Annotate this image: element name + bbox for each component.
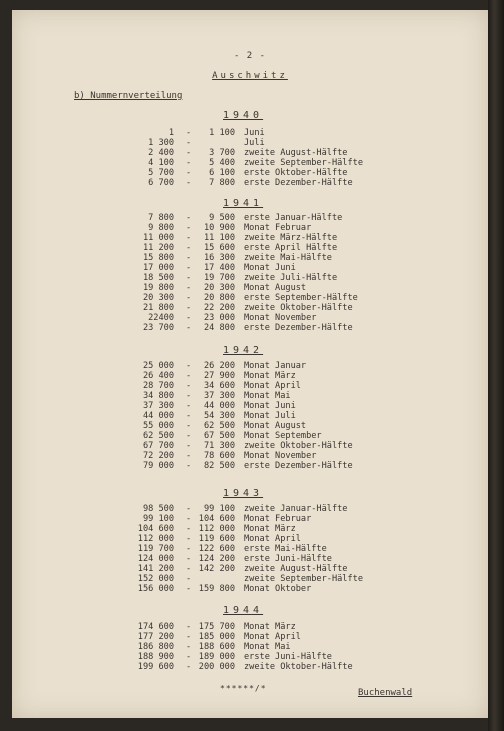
range-from: 104 600 [137, 524, 174, 534]
range-from: 177 200 [137, 632, 174, 642]
range-from: 1 300 [148, 138, 174, 148]
range-from: 2 400 [148, 148, 174, 158]
range-dash: - [186, 303, 192, 313]
number-range-row [12, 574, 488, 584]
range-from: 1 [168, 128, 174, 138]
range-from: 28 700 [142, 381, 174, 391]
range-dash: - [186, 411, 192, 421]
range-dash: - [186, 371, 192, 381]
range-dash: - [186, 544, 192, 554]
range-from: 99 100 [142, 514, 174, 524]
range-period: zweite Oktober-Hälfte [244, 441, 353, 451]
range-to: 20 800 [203, 293, 235, 303]
range-dash: - [186, 564, 192, 574]
number-range-row [12, 128, 488, 138]
range-to: 5 400 [209, 158, 235, 168]
range-from: 19 800 [142, 283, 174, 293]
range-to: 119 600 [198, 534, 235, 544]
range-dash: - [186, 223, 192, 233]
range-from: 11 200 [142, 243, 174, 253]
range-from: 20 300 [142, 293, 174, 303]
range-from: 152 000 [137, 574, 174, 584]
year-heading-1941: 1941 [223, 198, 264, 209]
range-to: 104 600 [198, 514, 235, 524]
range-period: Monat August [244, 283, 307, 293]
range-dash: - [186, 632, 192, 642]
range-dash: - [186, 534, 192, 544]
range-from: 22400 [148, 313, 174, 323]
number-range-row [12, 642, 488, 652]
range-period: erste September-Hälfte [244, 293, 358, 303]
range-to: 37 300 [203, 391, 235, 401]
range-period: erste Oktober-Hälfte [244, 168, 348, 178]
range-to: 17 400 [203, 263, 235, 273]
range-from: 9 800 [148, 223, 174, 233]
range-period: zweite September-Hälfte [244, 158, 363, 168]
range-period: Monat Februar [244, 514, 312, 524]
range-to: 54 300 [203, 411, 235, 421]
range-to: 67 500 [203, 431, 235, 441]
range-from: 5 700 [148, 168, 174, 178]
number-range-row [12, 381, 488, 391]
number-range-row [12, 441, 488, 451]
number-range-row [12, 273, 488, 283]
number-range-row [12, 178, 488, 188]
range-dash: - [186, 128, 192, 138]
number-range-row [12, 451, 488, 461]
range-to: 124 200 [198, 554, 235, 564]
number-range-row [12, 168, 488, 178]
number-range-row [12, 461, 488, 471]
range-to: 26 200 [203, 361, 235, 371]
range-from: 72 200 [142, 451, 174, 461]
range-to: 159 800 [198, 584, 235, 594]
range-dash: - [186, 148, 192, 158]
range-from: 199 600 [137, 662, 174, 672]
range-to: 185 000 [198, 632, 235, 642]
range-to: 175 700 [198, 622, 235, 632]
range-dash: - [186, 323, 192, 333]
range-from: 112 000 [137, 534, 174, 544]
range-from: 18 500 [142, 273, 174, 283]
range-dash: - [186, 361, 192, 371]
range-period: erste Juni-Hälfte [244, 554, 332, 564]
number-range-row [12, 223, 488, 233]
number-range-row [12, 148, 488, 158]
range-to: 142 200 [198, 564, 235, 574]
range-dash: - [186, 138, 192, 148]
year-heading-1943: 1943 [223, 488, 264, 499]
range-dash: - [186, 574, 192, 584]
number-range-row [12, 431, 488, 441]
range-dash: - [186, 622, 192, 632]
number-range-row [12, 662, 488, 672]
year-block-1940 [12, 128, 488, 188]
range-dash: - [186, 431, 192, 441]
range-period: Monat März [244, 524, 296, 534]
range-period: Monat August [244, 421, 307, 431]
range-to: 1 100 [209, 128, 235, 138]
range-period: Monat April [244, 534, 301, 544]
range-dash: - [186, 554, 192, 564]
range-from: 4 100 [148, 158, 174, 168]
range-period: Monat September [244, 431, 322, 441]
range-dash: - [186, 273, 192, 283]
range-to: 27 900 [203, 371, 235, 381]
range-to: 9 500 [209, 213, 235, 223]
range-period: erste Dezember-Hälfte [244, 461, 353, 471]
range-dash: - [186, 313, 192, 323]
range-from: 15 800 [142, 253, 174, 263]
number-range-row [12, 401, 488, 411]
number-range-row [12, 391, 488, 401]
range-period: Monat November [244, 451, 317, 461]
range-to: 78 600 [203, 451, 235, 461]
range-from: 98 500 [142, 504, 174, 514]
range-period: Monat April [244, 632, 301, 642]
range-period: Monat Mai [244, 642, 291, 652]
range-period: Monat Januar [244, 361, 307, 371]
range-from: 55 000 [142, 421, 174, 431]
range-dash: - [186, 401, 192, 411]
range-period: erste April Hälfte [244, 243, 338, 253]
range-dash: - [186, 263, 192, 273]
range-dash: - [186, 213, 192, 223]
range-from: 6 700 [148, 178, 174, 188]
number-range-row [12, 313, 488, 323]
year-block-1942 [12, 361, 488, 471]
range-period: zweite März-Hälfte [244, 233, 338, 243]
range-to: 189 000 [198, 652, 235, 662]
range-period: Monat Juli [244, 411, 296, 421]
range-from: 26 400 [142, 371, 174, 381]
range-to: 3 700 [209, 148, 235, 158]
camp-heading: Auschwitz [212, 71, 288, 81]
section-title: b) Nummernverteilung [74, 91, 183, 101]
range-dash: - [186, 283, 192, 293]
range-period: Juli [244, 138, 265, 148]
range-to: 10 900 [203, 223, 235, 233]
range-dash: - [186, 524, 192, 534]
range-period: zweite August-Hälfte [244, 148, 348, 158]
range-period: Monat März [244, 371, 296, 381]
range-dash: - [186, 441, 192, 451]
range-period: erste Januar-Hälfte [244, 213, 343, 223]
range-from: 37 300 [142, 401, 174, 411]
range-period: Monat Oktober [244, 584, 312, 594]
range-period: Juni [244, 128, 265, 138]
range-to: 16 300 [203, 253, 235, 263]
range-period: zweite Januar-Hälfte [244, 504, 348, 514]
range-from: 119 700 [137, 544, 174, 554]
range-from: 17 000 [142, 263, 174, 273]
number-range-row [12, 233, 488, 243]
range-from: 23 700 [142, 323, 174, 333]
range-from: 186 800 [137, 642, 174, 652]
range-dash: - [186, 642, 192, 652]
number-range-row [12, 554, 488, 564]
range-dash: - [186, 652, 192, 662]
range-to: 24 800 [203, 323, 235, 333]
footer-camp-name: Buchenwald [358, 688, 413, 698]
number-range-row [12, 534, 488, 544]
range-period: erste Juni-Hälfte [244, 652, 332, 662]
number-range-row [12, 584, 488, 594]
range-from: 174 600 [137, 622, 174, 632]
range-period: Monat April [244, 381, 301, 391]
range-to: 7 800 [209, 178, 235, 188]
range-period: zweite Oktober-Hälfte [244, 662, 353, 672]
range-to: 34 600 [203, 381, 235, 391]
range-from: 141 200 [137, 564, 174, 574]
number-range-row [12, 564, 488, 574]
range-to: 6 100 [209, 168, 235, 178]
number-range-row [12, 158, 488, 168]
number-range-row [12, 632, 488, 642]
range-to: 122 600 [198, 544, 235, 554]
range-to: 82 500 [203, 461, 235, 471]
range-from: 67 700 [142, 441, 174, 451]
number-range-row [12, 283, 488, 293]
range-to: 200 000 [198, 662, 235, 672]
range-dash: - [186, 293, 192, 303]
range-from: 34 800 [142, 391, 174, 401]
range-dash: - [186, 514, 192, 524]
document-page [12, 10, 488, 718]
range-to: 188 600 [198, 642, 235, 652]
range-period: zweite September-Hälfte [244, 574, 363, 584]
separator-stars: ******/* [220, 684, 267, 693]
number-range-row [12, 411, 488, 421]
year-heading-1944: 1944 [223, 605, 264, 616]
range-to: 11 100 [203, 233, 235, 243]
range-dash: - [186, 233, 192, 243]
range-dash: - [186, 421, 192, 431]
year-block-1941 [12, 213, 488, 333]
range-from: 156 000 [137, 584, 174, 594]
number-range-row [12, 421, 488, 431]
range-dash: - [186, 253, 192, 263]
range-period: Monat Mai [244, 391, 291, 401]
range-from: 7 800 [148, 213, 174, 223]
range-to: 62 500 [203, 421, 235, 431]
range-dash: - [186, 178, 192, 188]
number-range-row [12, 361, 488, 371]
number-range-row [12, 253, 488, 263]
range-from: 79 000 [142, 461, 174, 471]
range-from: 21 800 [142, 303, 174, 313]
range-dash: - [186, 391, 192, 401]
range-period: zweite August-Hälfte [244, 564, 348, 574]
range-to: 44 000 [203, 401, 235, 411]
number-range-row [12, 544, 488, 554]
range-to: 23 000 [203, 313, 235, 323]
range-period: erste Dezember-Hälfte [244, 323, 353, 333]
range-period: Monat Juni [244, 263, 296, 273]
number-range-row [12, 652, 488, 662]
range-dash: - [186, 584, 192, 594]
number-range-row [12, 323, 488, 333]
range-period: erste Mai-Hälfte [244, 544, 327, 554]
range-period: erste Dezember-Hälfte [244, 178, 353, 188]
number-range-row [12, 504, 488, 514]
year-heading-1942: 1942 [223, 345, 264, 356]
range-to: 15 600 [203, 243, 235, 253]
range-from: 188 900 [137, 652, 174, 662]
number-range-row [12, 263, 488, 273]
range-from: 124 000 [137, 554, 174, 564]
range-period: zweite Juli-Hälfte [244, 273, 338, 283]
range-dash: - [186, 381, 192, 391]
range-to: 22 200 [203, 303, 235, 313]
number-range-row [12, 293, 488, 303]
number-range-row [12, 622, 488, 632]
range-to: 71 300 [203, 441, 235, 451]
range-dash: - [186, 168, 192, 178]
range-from: 25 000 [142, 361, 174, 371]
range-period: zweite Oktober-Hälfte [244, 303, 353, 313]
year-block-1943 [12, 504, 488, 594]
range-period: Monat Juni [244, 401, 296, 411]
range-dash: - [186, 158, 192, 168]
range-period: Monat Februar [244, 223, 312, 233]
range-dash: - [186, 243, 192, 253]
range-to: 99 100 [203, 504, 235, 514]
number-range-row [12, 514, 488, 524]
range-dash: - [186, 451, 192, 461]
range-to: 112 000 [198, 524, 235, 534]
page-number: - 2 - [233, 51, 267, 61]
range-from: 62 500 [142, 431, 174, 441]
number-range-row [12, 371, 488, 381]
number-range-row [12, 213, 488, 223]
number-range-row [12, 243, 488, 253]
range-dash: - [186, 662, 192, 672]
range-from: 11 000 [142, 233, 174, 243]
year-block-1944 [12, 622, 488, 672]
range-to: 19 700 [203, 273, 235, 283]
number-range-row [12, 138, 488, 148]
range-dash: - [186, 504, 192, 514]
number-range-row [12, 303, 488, 313]
range-from: 44 000 [142, 411, 174, 421]
range-dash: - [186, 461, 192, 471]
range-period: Monat März [244, 622, 296, 632]
year-heading-1940: 1940 [223, 110, 264, 121]
number-range-row [12, 524, 488, 534]
binding-edge [488, 0, 504, 731]
range-to: 20 300 [203, 283, 235, 293]
range-period: Monat November [244, 313, 317, 323]
range-period: zweite Mai-Hälfte [244, 253, 332, 263]
